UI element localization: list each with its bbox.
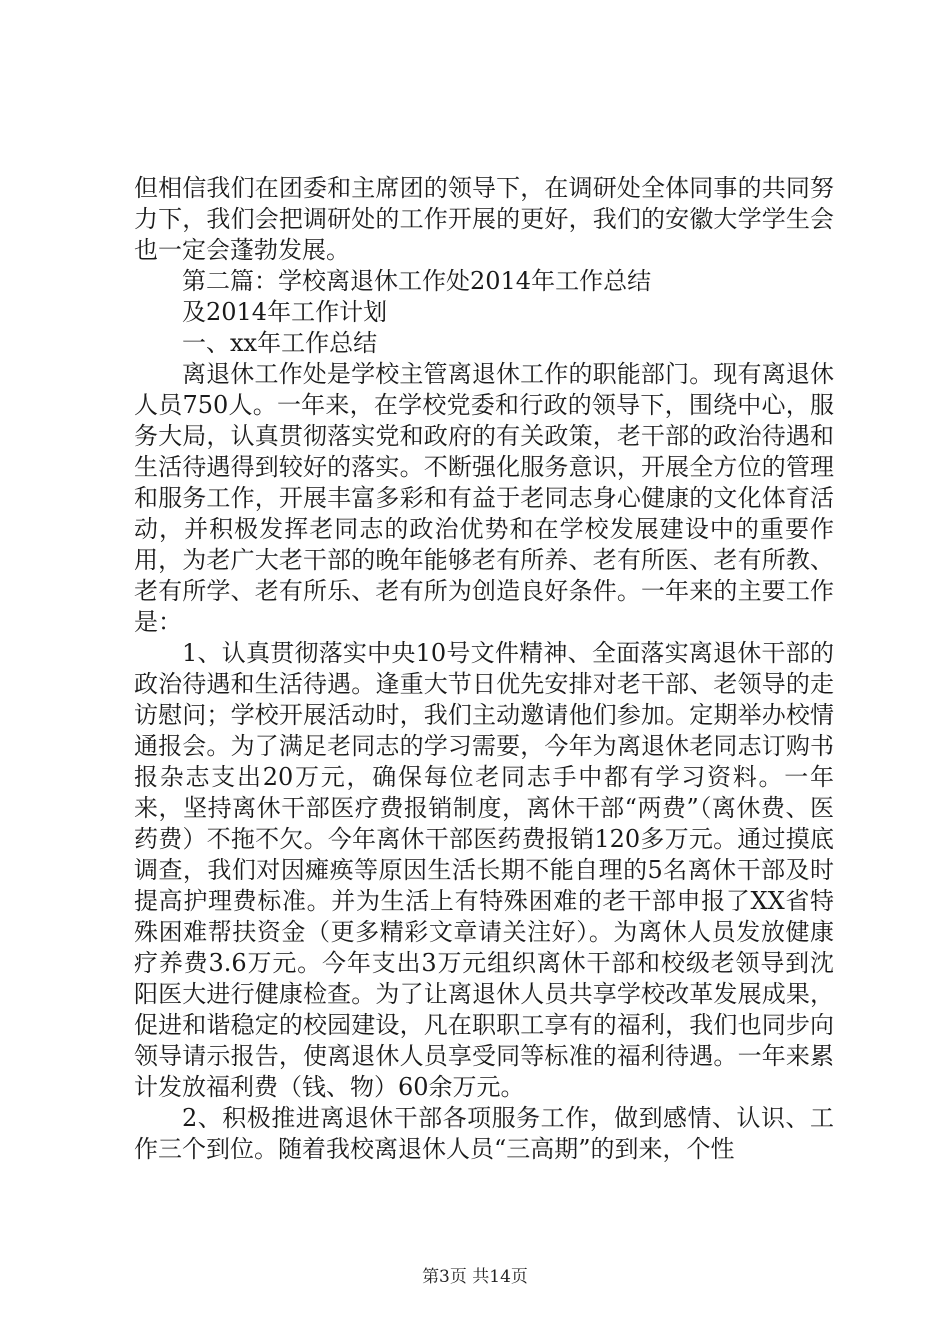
- subsection-heading: 一、xx年工作总结: [182, 329, 378, 357]
- section-title-continued: 及2014年工作计划: [182, 298, 388, 326]
- page-footer: 第3页 共14页: [422, 1267, 528, 1287]
- paragraph-item-2: 2、积极推进离退休干部各项服务工作，做到感情、认识、工作三个到位。随着我校离退休人员“三高期”的到来，个性: [134, 1104, 834, 1163]
- paragraph-continuation: 但相信我们在团委和主席团的领导下，在调研处全体同事的共同努力下，我们会把调研处的工作开展的更好，我们的安徽大学学生会也一定会蓬勃发展。: [134, 174, 834, 264]
- section-title: 第二篇：学校离退休工作处2014年工作总结: [182, 267, 652, 295]
- document-body: [134, 173, 834, 1165]
- paragraph-intro: 离退休工作处是学校主管离退休工作的职能部门。现有离退休人员750人。一年来，在学校党委和行政的领导下，围绕中心，服务大局，认真贯彻落实党和政府的有关政策，老干部的政治待遇和生活待遇得到较好的落实。不断强化服务意识，开展全方位的管理和服务工作，开展丰富多彩和有益于老同志身心健康的文化体育活动，并积极发挥老同志的政治优势和在学校发展建设中的重要作用，为老广大老干部的晚年能够老有所养、老有所医、老有所教、老有所学、老有所乐、老有所为创造良好条件。一年来的主要工作是：: [134, 360, 834, 636]
- paragraph-item-1: 1、认真贯彻落实中央10号文件精神、全面落实离退休干部的政治待遇和生活待遇。逢重大节日优先安排对老干部、老领导的走访慰问；学校开展活动时，我们主动邀请他们参加。定期举办校情通报会。为了满足老同志的学习需要，今年为离退休老同志订购书报杂志支出20万元，确保每位老同志手中都有学习资料。一年来，坚持离休干部医疗费报销制度，离休干部“两费”（离休费、医药费）不拖不欠。今年离休干部医药费报销120多万元。通过摸底调查，我们对因瘫痪等原因生活长期不能自理的5名离休干部及时提高护理费标准。并为生活上有特殊困难的老干部申报了XX省特殊困难帮扶资金（更多精彩文章请关注好）。为离休人员发放健康疗养费3.6万元。今年支出3万元组织离休干部和校级老领导到沈阳医大进行健康检查。为了让离退休人员共享学校改革发展成果，促进和谐稳定的校园建设，凡在职职工享有的福利，我们也同步向领导请示报告，使离退休人员享受同等标准的福利待遇。一年来累计发放福利费（钱、物）60余万元。: [134, 639, 834, 1101]
